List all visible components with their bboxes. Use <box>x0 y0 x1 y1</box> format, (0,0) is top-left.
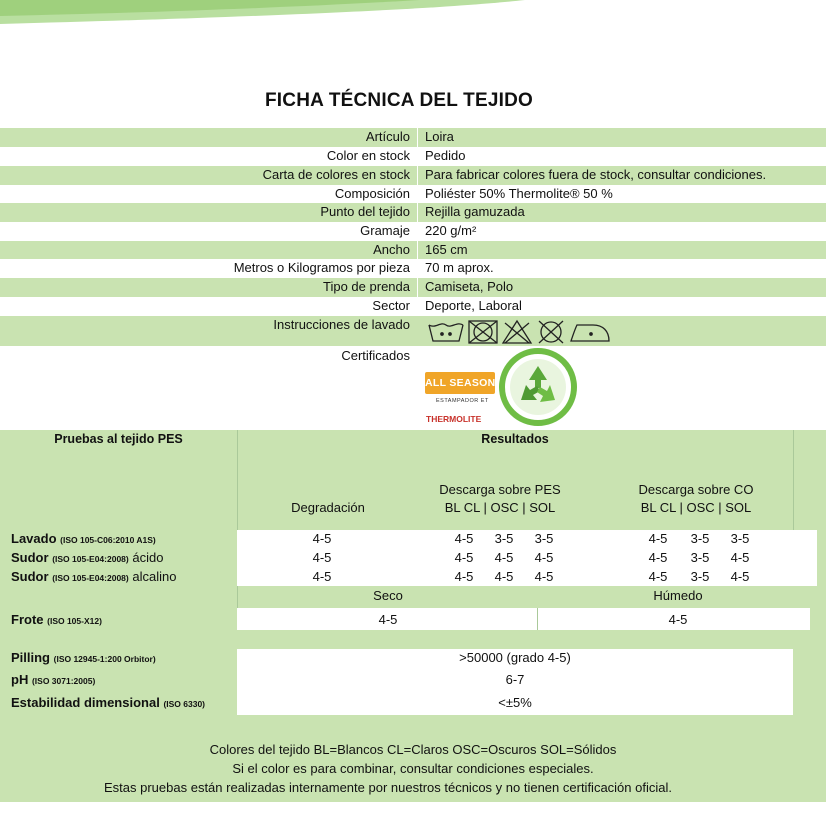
spec-value: 70 m aprox. <box>425 260 494 275</box>
spec-value: 165 cm <box>425 242 468 257</box>
no-tumble-dry-icon <box>469 321 497 343</box>
test-value: 4-5 <box>454 550 474 565</box>
recycled-logo <box>499 348 577 426</box>
frote-humedo-value: 4-5 <box>668 612 688 627</box>
ph-value: 6-7 <box>505 672 525 687</box>
test-value: 4-5 <box>730 550 750 565</box>
test-value: 4-5 <box>454 531 474 546</box>
spec-value: Loira <box>425 129 454 144</box>
spec-label: Artículo <box>365 129 410 144</box>
spec-label: Gramaje <box>360 223 410 238</box>
test-value: 3-5 <box>690 531 710 546</box>
page-title: FICHA TÉCNICA DEL TEJIDO <box>265 90 533 111</box>
test-value: 4-5 <box>454 569 474 584</box>
iron-low-icon <box>571 325 609 341</box>
footer-line-3: Estas pruebas están realizadas internamente por nuestros técnicos y no tienen certificación oficial. <box>104 780 672 795</box>
tests-table <box>0 430 826 802</box>
spec-label: Punto del tejido <box>320 204 410 219</box>
spec-value: Pedido <box>425 148 466 163</box>
spec-label: Ancho <box>373 242 410 257</box>
spec-row <box>0 166 826 185</box>
test-value: 4-5 <box>534 550 554 565</box>
spec-row <box>0 128 826 147</box>
spec-value: Rejilla gamuzada <box>425 204 525 219</box>
spec-value: 220 g/m² <box>425 223 477 238</box>
no-dry-clean-icon <box>539 321 563 343</box>
spec-value: Para fabricar colores fuera de stock, consultar condiciones. <box>425 167 767 182</box>
washing-label: Instrucciones de lavado <box>273 317 410 332</box>
certificates-row <box>0 346 826 430</box>
spec-label: Tipo de prenda <box>323 279 410 294</box>
spec-row <box>0 241 826 260</box>
spec-label: Sector <box>372 298 410 313</box>
spec-row <box>0 278 826 297</box>
test-value: 4-5 <box>494 569 514 584</box>
thermolite-logo: THERMOLITE <box>426 414 482 424</box>
col-pes: Descarga sobre PES <box>439 482 561 497</box>
washing-row <box>0 316 826 346</box>
care-symbols <box>427 319 612 345</box>
test-value: 3-5 <box>690 550 710 565</box>
estabilidad-name: Estabilidad dimensional (ISO 6330) <box>11 695 206 710</box>
header-wave-decoration <box>0 0 826 30</box>
test-value: 3-5 <box>534 531 554 546</box>
spec-row <box>0 259 826 278</box>
ph-name: pH (ISO 3071:2005) <box>11 672 96 687</box>
allseason-subtitle: ESTAMPADOR ET <box>436 398 489 404</box>
spec-value: Deporte, Laboral <box>425 298 522 313</box>
spec-label: Carta de colores en stock <box>262 167 410 182</box>
test-value: 4-5 <box>648 550 668 565</box>
no-bleach-icon <box>503 321 531 343</box>
test-value: 4-5 <box>534 569 554 584</box>
test-row-name: Lavado (ISO 105-C06:2010 A1S) <box>11 531 156 546</box>
test-value: 3-5 <box>730 531 750 546</box>
spec-label: Metros o Kilogramos por pieza <box>233 260 410 275</box>
spec-value: Poliéster 50% Thermolite® 50 % <box>425 186 613 201</box>
footer-line-1: Colores del tejido BL=Blancos CL=Claros OSC=Oscuros SOL=Sólidos <box>209 742 617 757</box>
col-pes-sub: BL CL | OSC | SOL <box>444 500 556 515</box>
frote-name: Frote (ISO 105-X12) <box>11 612 102 627</box>
spec-label: Color en stock <box>326 148 410 163</box>
test-value: 4-5 <box>312 550 332 565</box>
spec-label: Composición <box>334 186 410 201</box>
footer-line-2: Si el color es para combinar, consultar condiciones especiales. <box>232 761 594 776</box>
frote-humedo-label: Húmedo <box>653 588 703 603</box>
test-value: 3-5 <box>690 569 710 584</box>
frote-seco-label: Seco <box>373 588 403 603</box>
allseason-logo: ALL SEASON <box>425 372 495 394</box>
spec-row <box>0 222 826 241</box>
test-value: 4-5 <box>312 531 332 546</box>
pilling-name: Pilling (ISO 12945-1:200 Orbitor) <box>11 650 156 665</box>
test-value: 4-5 <box>648 569 668 584</box>
col-degradacion: Degradación <box>291 500 365 515</box>
test-value: 4-5 <box>648 531 668 546</box>
wash-40-icon <box>429 324 463 341</box>
spec-row <box>0 185 826 204</box>
tests-header-right: Resultados <box>481 432 549 446</box>
col-co-sub: BL CL | OSC | SOL <box>640 500 752 515</box>
spec-row <box>0 203 826 222</box>
test-row-name: Sudor (ISO 105-E04:2008) ácido <box>11 550 164 565</box>
tests-header-left: Pruebas al tejido PES <box>54 432 183 446</box>
certificates-label: Certificados <box>341 348 410 363</box>
test-value: 4-5 <box>730 569 750 584</box>
test-row-name: Sudor (ISO 105-E04:2008) alcalino <box>11 569 177 584</box>
frote-seco-value: 4-5 <box>378 612 398 627</box>
spec-value: Camiseta, Polo <box>425 279 514 294</box>
pilling-value: >50000 (grado 4-5) <box>459 650 571 665</box>
col-co: Descarga sobre CO <box>638 482 754 497</box>
test-value: 4-5 <box>494 550 514 565</box>
test-value: 4-5 <box>312 569 332 584</box>
estabilidad-value: <±5% <box>498 695 532 710</box>
test-value: 3-5 <box>494 531 514 546</box>
spec-row <box>0 297 826 316</box>
spec-row <box>0 147 826 166</box>
